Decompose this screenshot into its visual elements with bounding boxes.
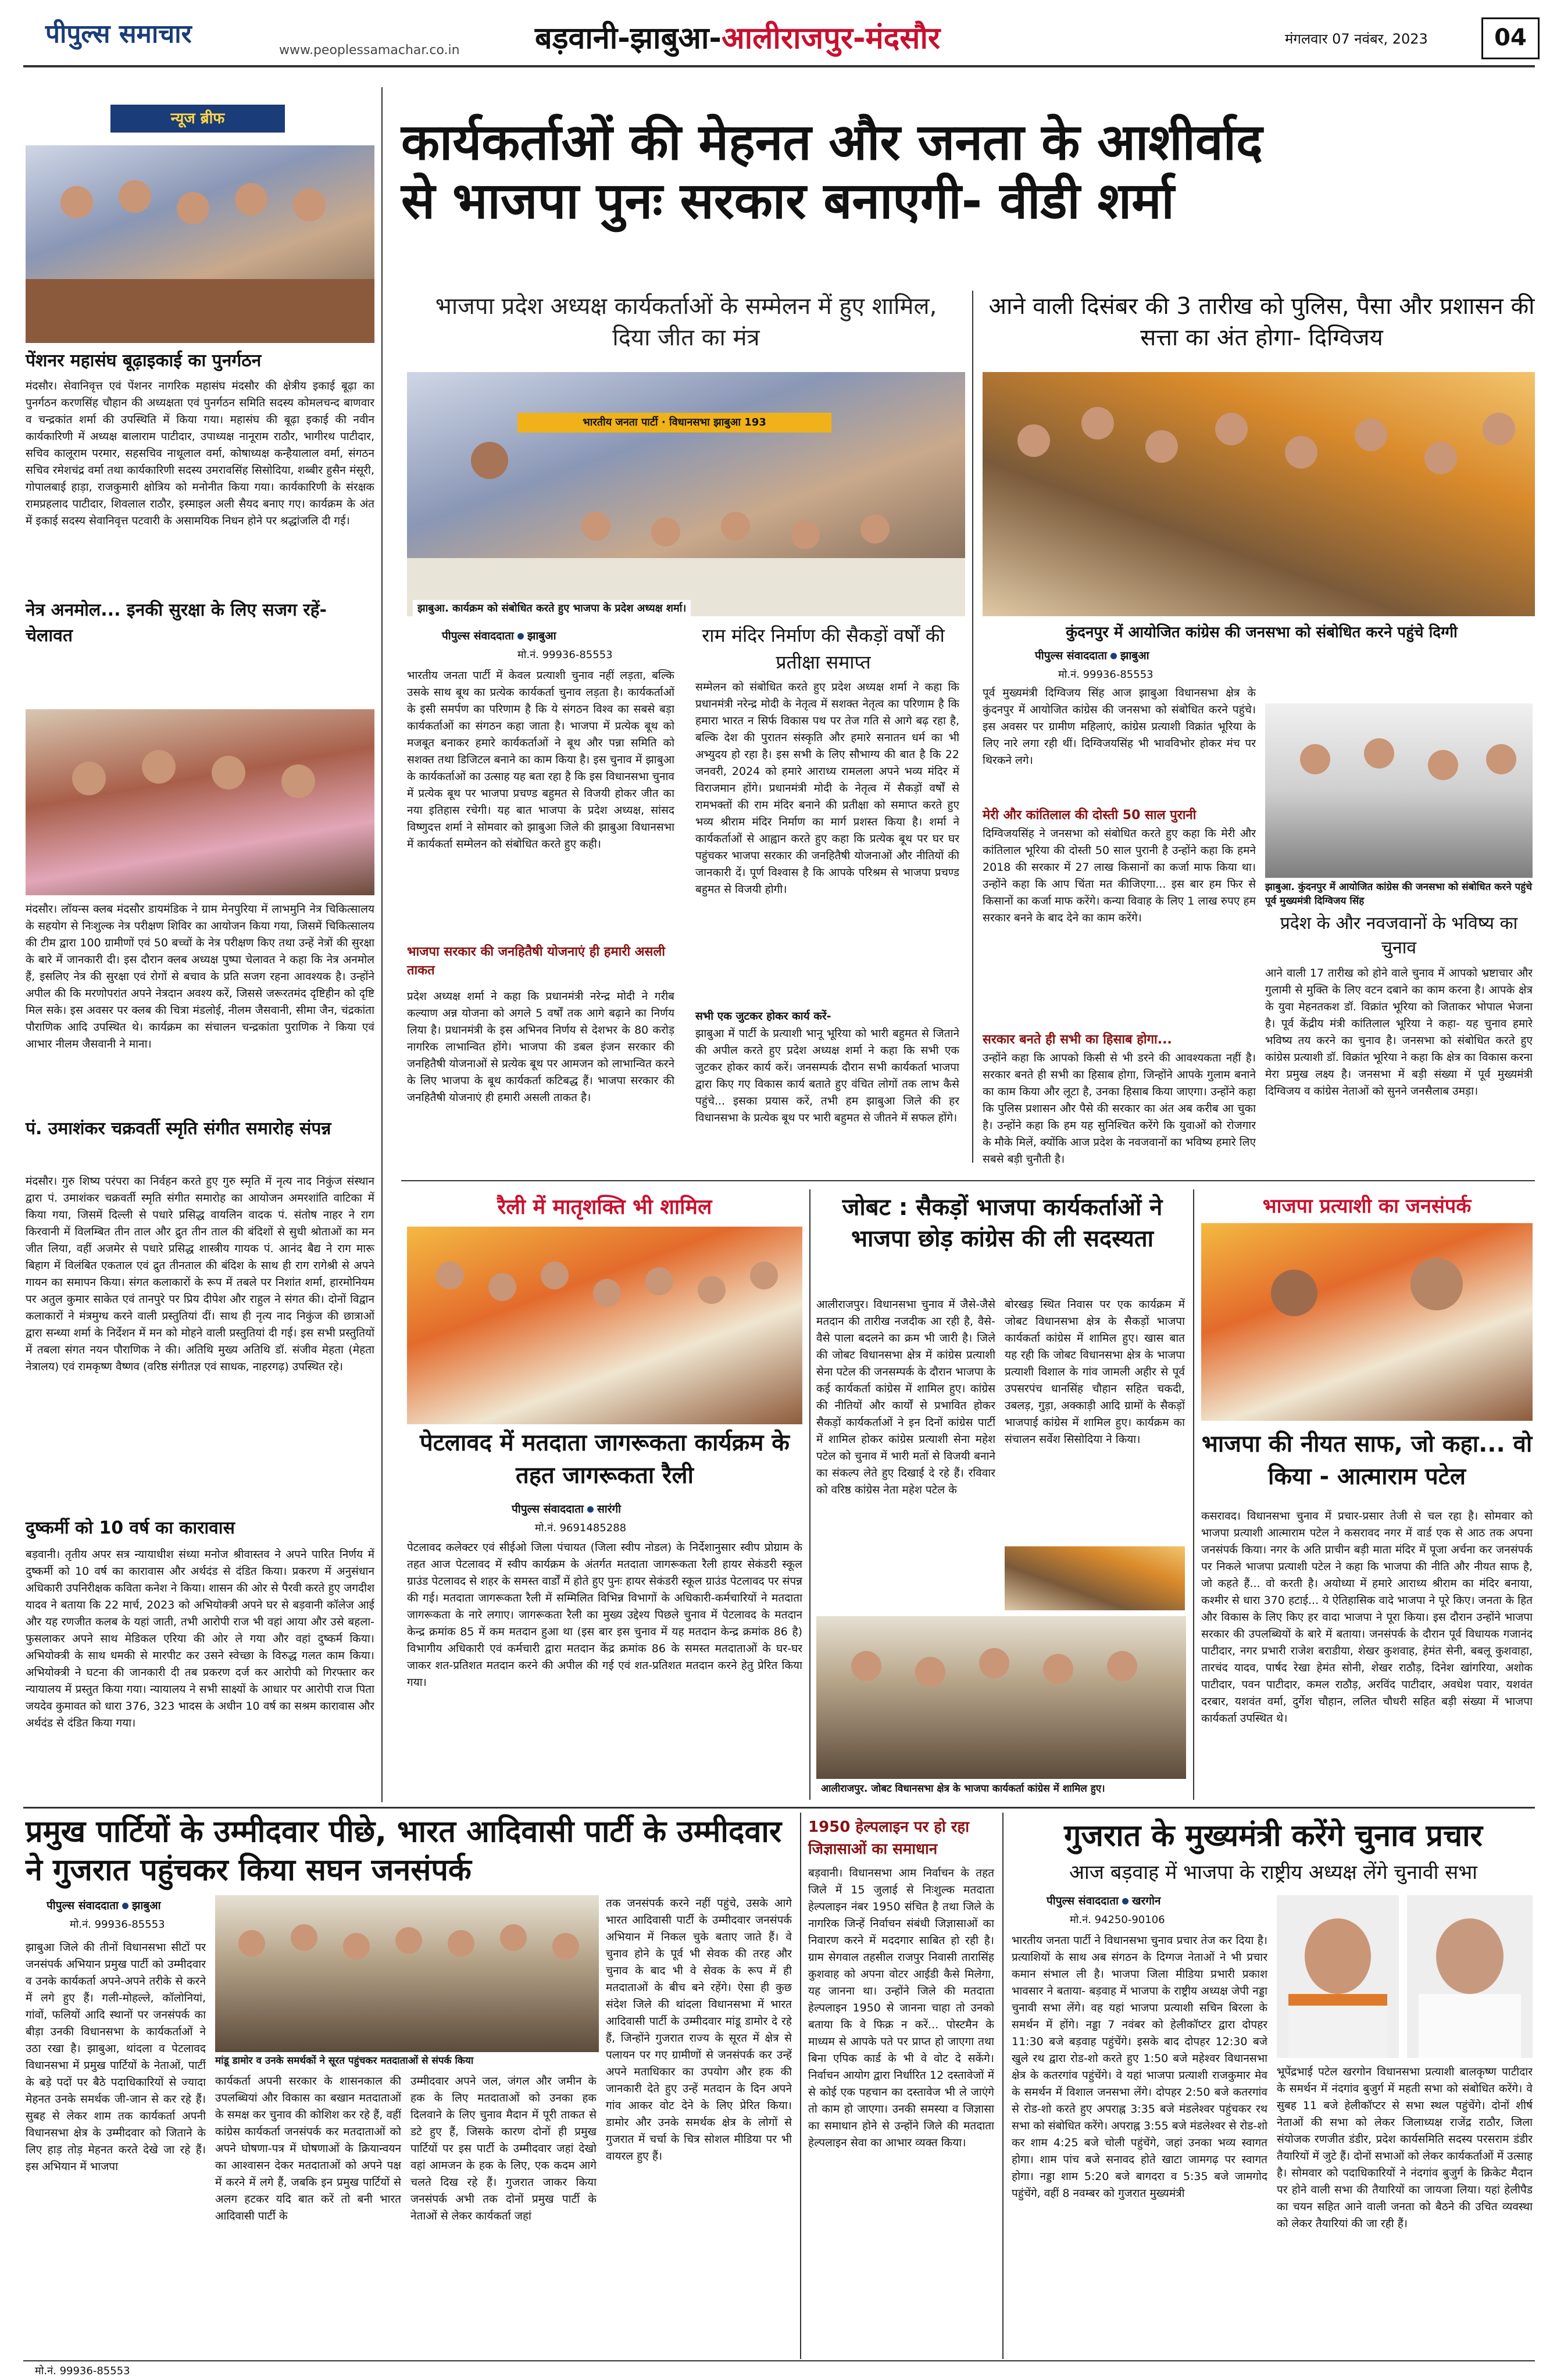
jobat-photo	[816, 1616, 1186, 1779]
main-subhead-left: भाजपा प्रदेश अध्यक्ष कार्यकर्ताओं के सम्मेलन में हुए शामिल, दिया जीत का मंत्र	[435, 293, 937, 351]
masthead-rule	[23, 65, 1535, 67]
brief-photo-1	[26, 145, 374, 343]
tribal-col-2: कार्यकर्ता अपनी सरकार के शासनकाल की उपलब्धियां और विकास का बखान मतदाताओं के समक्ष कर चुनाव की कोशिश कर रहे हैं, वहीं कांग्रेस कार्यकर्ता जनसंपर्क कर मतदाताओं को अपने घोषणा-पत्र में घोषणाओं के क्रियान्वयन का आश्वासन देकर मतदाताओं को अपने पक्ष में करने में लगे हैं, जबकि इन प्रमुख पार्टियों से अलग हटकर यदि बात करें तो बनी भारत आदिवासी पार्टी के	[215, 2075, 401, 2222]
digvijay-subhead-1: मेरी और कांतिलाल की दोस्ती 50 साल पुरानी	[983, 808, 1197, 823]
brief-item-2-title: नेत्र अनमोल... इनकी सुरक्षा के लिए सजग रहें- चेलावत	[26, 600, 327, 646]
gujarat-byline-name: पीपुल्स संवाददाता	[1047, 1895, 1119, 1907]
main-col-2: सम्मेलन को संबोधित करते हुए प्रदेश अध्यक्ष शर्मा ने कहा कि प्रधानमंत्री नरेन्द्र मोदी के नेतृत्व में सशक्त नेतृत्व का परिणाम है कि हमारा भारत न सिर्फ विकास पथ पर तेज गति से आगे बढ़ रहा है, बल्कि देश की पुरातन संस्कृति और हमारे सनातन धर्म का भी अभ्युदय हो रहा है। इस सभी के लिए सौभाग्य की बात है कि 22 जनवरी, 2024 को हमारे आराध्य रामलला अपने भव्य मंदिर में विराजमान होंगे। प्रधानमंत्री मोदी के नेतृत्व में सैकड़ों वर्षों से रामभक्तों की राम मंदिर बनाने की प्रतीक्षा को समाप्त करते हुए भव्य श्रीराम मंदिर निर्माण का मार्ग प्रशस्त किया है। शर्मा ने कार्यकर्ताओं से आह्वान करते हुए कहा कि प्रत्येक बूथ पर घर घर पहुंचकर भाजपा सरकार की जनहितैषी योजनाओं और नीतियों की जानकारी दें। पूर्ण विश्वास है कि आपके परिश्रम से भाजपा प्रचण्ड बहुमत से विजयी होगी।	[695, 681, 959, 896]
masthead-date: मंगलवार 07 नवंबर, 2023	[1285, 31, 1428, 47]
tribal-photo	[215, 1895, 599, 2052]
gujarat-photo-nadda	[1277, 1895, 1399, 2058]
byline-dot	[587, 1506, 594, 1513]
tribal-byline-name: पीपुल्स संवाददाता	[47, 1899, 119, 1912]
digvijay-photo	[983, 372, 1535, 616]
main-col-2b: झाबुआ में पार्टी के प्रत्याशी भानू भूरिया को भारी बहुमत से जिताने की अपील करते हुए प्रदेश अध्यक्ष शर्मा ने कहा कि सभी एक जुटकर होकर कार्य करें। जनसम्पर्क दौरान सभी कार्यकर्ता भाजपा द्वारा किए गए विकास कार्य बताते हुए वंचित लोगों तक लाभ कैसे पहुंचे... इसका प्रयास करें, तभी हम झाबुआ जिले की हर विधानसभा के प्रत्येक बूथ पर भारी बहुमत से जीतने में सफल होंगे।	[695, 1027, 959, 1124]
main-photo-caption: झाबुआ. कार्यक्रम को संबोधित करते हुए भाजपा के प्रदेश अध्यक्ष शर्मा।	[413, 600, 691, 616]
tribal-photo-caption: मांडू डामोर व उनके समर्थकों ने सूरत पहुंचकर मतदाताओं से संपर्क किया	[215, 2055, 474, 2067]
jobat-col-1: आलीराजपुर। विधानसभा चुनाव में जैसे-जैसे मतदान की तारीख नजदीक आ रही है, वैसे-वैसे पाला बदलने का क्रम भी जारी है। जिले की जोबट विधानसभा क्षेत्र में कांग्रेस प्रत्याशी सेना पटेल की जनसम्पर्क के दौरान भाजपा के कई कार्यकर्ता कांग्रेस में शामिल हुए। कांग्रेस की नीतियों और कार्यों से प्रभावित होकर सैकड़ों कार्यकर्ताओं ने इन दिनों कांग्रेस पार्टी में शामिल होकर कांग्रेस प्रत्याशी सेना महेश पटेल को चुनाव में भारी मतों से विजयी बनाने का संकल्प लेते हुए दिखाई दे रहे हैं। रविवार को वरिष्ठ कांग्रेस नेता महेश पटेल के	[816, 1298, 995, 1496]
digvijay-subhead-3: प्रदेश के और नवजवानों के भविष्य का चुनाव	[1280, 913, 1518, 958]
digvijay-col-1: पूर्व मुख्यमंत्री दिग्विजय सिंह आज झाबुआ विधानसभा क्षेत्र के कुंदनपुर में आयोजित कांग्रेस की जनसभा को संबोधित करने पहुंचे। इस अवसर पर ग्रामीण महिलाएं, कांग्रेस प्रत्याशी विक्रांत भूरिया के लिए नारे लगा रही थीं। दिग्विजयसिंह भी भावविभोर होकर मंच पर थिरकने लगे।	[983, 687, 1256, 767]
tribal-byline-place: झाबुआ	[131, 1899, 161, 1912]
main-byline	[442, 628, 556, 643]
gujarat-mobile: मो.नं. 94250-90106	[1070, 1914, 1165, 1926]
gujarat-byline-place: खरगोन	[1131, 1895, 1161, 1907]
rally-byline-name: पीपुल्स संवाददाता	[512, 1503, 584, 1516]
digvijay-mobile: मो.नं. 99936-85553	[1058, 669, 1154, 681]
edition-title-black: बड़वानी-झाबुआ-	[535, 21, 722, 56]
rally-banner: रैली में मातृशक्ति भी शामिल	[497, 1195, 712, 1219]
main-photo-banner: भारतीय जनता पार्टी · विधानसभा झाबुआ 193	[517, 413, 831, 433]
digvijay-photo-caption: कुंदनपुर में आयोजित कांग्रेस की जनसभा को संबोधित करने पहुंचे दिग्गी	[1066, 624, 1458, 641]
jobat-headline: जोबट : सैकड़ों भाजपा कार्यकर्ताओं ने भाजपा छोड़ कांग्रेस की ली सदस्यता	[842, 1194, 1163, 1252]
mid-horizontal-rule	[401, 1180, 1535, 1181]
masthead-logo[interactable]: पीपुल्स समाचार	[45, 19, 192, 49]
edition-title	[535, 16, 940, 58]
digvijay-col-2: आने वाली 17 तारीख को होने वाले चुनाव में आपको भ्रष्टाचार और गुलामी से मुक्ति के लिए वटन दबाने का काम करना है। आपके क्षेत्र के युवा मेहनतकश डॉ. विक्रांत भूरिया को जिताकर भोपाल भेजना है। पूर्व केंद्रीय मंत्री कांतिलाल भूरिया ने कहा- यह चुनाव हमारे भविष्य तय करने का चुनाव है। जनसभा को संबोधित करते हुए कांग्रेस प्रत्याशी डॉ. विक्रांत भूरिया ने कहा कि क्षेत्र का विकास करना मेरा प्रमुख लक्ष्य है। जनसभा में बड़ी संख्या में पूर्व मुख्यमंत्री दिग्विजय व कांग्रेस नेताओं को सुनने जनसैलाब उमड़ा।	[1265, 967, 1533, 1098]
bottom-horizontal-rule	[23, 1807, 1535, 1809]
helpline-headline: 1950 हेल्पलाइन पर हो रहा जिज्ञासाओं का समाधान	[808, 1818, 969, 1858]
main-mobile: मो.नं. 99936-85553	[517, 649, 613, 661]
gujarat-photo-cm	[1407, 1895, 1533, 2058]
tribal-col-1: झाबुआ जिले की तीनों विधानसभा सीटों पर जनसंपर्क अभियान प्रमुख पार्टी को उम्मीदवार व उनके कार्यकर्ता अपने-अपने तरीके से करने में लगे हुए हैं। गली-मोहल्ले, कॉलोनियां, गांवों, फलियों आदि स्थानों पर जनसंपर्क का बीड़ा उनकी विधानसभा के कार्यकर्ताओं ने उठा रखा है। झाबुआ, थांदला व पेटलावद विधानसभा में प्रमुख पार्टियों के नेताओं, पार्टी के बड़े पदों पर बैठे पदाधिकारियों से ज्यादा मेहनत उनके समर्थक जी-जान से कर रहे हैं। सुबह से लेकर शाम तक कार्यकर्ता अपनी विधानसभा क्षेत्र के उम्मीदवार को जिताने के लिए हाड़ तोड़ मेहनत करते देखे जा रहे हैं। इस अभियान में भाजपा	[26, 1941, 206, 2173]
tribal-mobile: मो.नं. 99936-85553	[70, 1918, 165, 1931]
helpline-body: बड़वानी। विधानसभा आम निर्वाचन के तहत जिले में 15 जुलाई से निःशुल्क मतदाता हेल्पलाइन नंबर 1950 संचित है तथा जिले के नागरिक जिन्हें निर्वाचन संबंधी जिज्ञासाओं का निवारण करने में मददगार साबित हो रही है। ग्राम सेगवाल तहसील राजपुर निवासी तारासिंह कुशवाह को अपना वोटर आईडी कैसे मिलेगा, यह जानना था। उन्होंने जिले की मतदाता हेल्पलाइन 1950 से जानना चाहा तो उनको बताया कि वे फिक्र न करें... पोस्टमैन के माध्यम से आपके पते पर प्राप्त हो जाएगा तथा बिना एपिक कार्ड के भी वे वोट दे सकेंगे। निर्वाचन आयोग द्वारा निर्धारित 12 दस्तावेजों में से कोई एक पहचान का दस्तावेज भी ले जाएंगे तो काम हो जाएगा। उनकी समस्या व जिज्ञासा का समाधान होने से उन्होंने जिले की मतदाता हेल्पलाइन सेवा का आभार व्यक्त किया।	[808, 1867, 994, 2149]
main-headline-line-1: कार्यकर्ताओं की मेहनत और जनता के आशीर्वाद	[401, 113, 1263, 171]
digvijay-col-1-cont	[1265, 651, 1533, 709]
digvijay-headline: आने वाली दिसंबर की 3 तारीख को पुलिस, पैसा और प्रशासन की सत्ता का अंत होगा- दिग्विजय	[988, 293, 1535, 351]
digvijay-byline	[1035, 648, 1149, 663]
digvijay-col-1c: उन्होंने कहा कि आपको किसी से भी डरने की आवश्यकता नहीं है। सरकार बनते ही सभी का हिसाब होगा, जिन्होंने आपके गुलाम बनाने का काम किया और लूटा है, उनका हिसाब किया जाएगा। उन्होंने कहा कि पुलिस प्रशासन और पैसे की सरकार का अंत अब करीब आ चुका है। उन्होंने कहा कि हम यह सुनिश्चित करेंगे कि युवाओं को रोजगार के मौके मिलें, क्योंकि आज प्रदेश के नवजवानों का भविष्य हमारे लिए सबसे बड़ी चुनौती है।	[983, 1052, 1256, 1166]
brief-section-label: न्यूज ब्रीफ	[110, 105, 285, 133]
masthead	[0, 0, 1557, 65]
footer-mobile: मो.नं. 99936-85553	[35, 2365, 130, 2377]
rally-mobile: मो.नं. 9691485288	[535, 1522, 627, 1534]
gujarat-subhead: आज बड़वाह में भाजपा के राष्ट्रीय अध्यक्ष लेंगे चुनावी सभा	[1069, 1861, 1477, 1884]
digvijay-byline-place: झाबुआ	[1120, 649, 1149, 662]
tribal-col-4: तक जनसंपर्क करने नहीं पहुंचे, उसके आगे भारत आदिवासी पार्टी के उम्मीदवार जनसंपर्क अभियान में निकल चुके बताए जाते हैं। वे चुनाव होने के पूर्व भी सेवक की तरह और चुनाव के बाद भी वे सेवक के रूप में ही मतदाताओं के बीच बने रहेंगे। ऐसा ही कुछ संदेश जिले की थांदला विधानसभा में भारत आदिवासी पार्टी के उम्मीदवार मांडू डामोर दे रहे हैं, जिन्होंने गुजरात राज्य के सूरत में क्षेत्र से पलायन पर गए ग्रामीणों से जनसंपर्क कर उन्हें अपने मताधिकार का उपयोग और हक की जानकारी देते हुए उन्हें मतदान के दिन अपने गांव आकर वोट देने के लिए प्रेरित किया। डामोर और उनके समर्थक क्षेत्र के लोगों से गुजरात में चर्चा के चित्र सोशल मीडिया पर भी वायरल हुए हैं।	[606, 1897, 792, 2163]
byline-dot	[1110, 653, 1117, 659]
main-col-1: भारतीय जनता पार्टी में केवल प्रत्याशी चुनाव नहीं लड़ता, बल्कि उसके साथ बूथ का प्रत्येक कार्यकर्ता चुनाव लड़ता है। कार्यकर्ताओं के इसी समर्पण का परिणाम है कि ये संगठन विश्व का सबसे बड़ा कार्यकर्ताओं का संगठन कहा जाता है। भाजपा में प्रत्येक बूथ को मजबूत बनाकर हमारे कार्यकर्ताओं ने बूथ और पन्ना समिति को सशक्त तथा डिजिटल बनाने का काम किया है। इस चुनाव में झाबुआ के कार्यकर्ताओं का उत्साह यह बता रहा है कि इस विधानसभा चुनाव में प्रत्येक बूथ पर भाजपा प्रचण्ड बहुमत से विजयी होकर जीत का नया इतिहास रचेगी। यह बात भाजपा के प्रदेश अध्यक्ष, सांसद विष्णुदत्त शर्मा ने सोमवार को झाबुआ जिले की झाबुआ विधानसभा में कार्यकर्ता सम्मेलन को संबोधित करते हुए कही।	[407, 669, 674, 850]
main-vert-divider	[972, 291, 973, 1163]
main-byline-place: झाबुआ	[527, 630, 556, 642]
gujarat-headline: गुजरात के मुख्यमंत्री करेंगे चुनाव प्रचार	[1064, 1818, 1483, 1853]
patel-body: कसरावद। विधानसभा चुनाव में प्रचार-प्रसार तेजी से चल रहा है। सोमवार को भाजपा प्रत्याशी आत्माराम पटेल ने कसरावद नगर में वार्ड एक से आठ तक अपना जनसंपर्क किया। नगर के अति प्राचीन बड़ी माता मंदिर में पूजा अर्चना कर जनसंपर्क पर निकले भाजपा प्रत्याशी पटेल ने कहा कि भाजपा की नीति और नीयत साफ है, जो कहते हैं... वो करती है। अयोध्या में हमारे आराध्य श्रीराम का मंदिर बनाया, कश्मीर से धारा 370 हटाई... ये ऐतिहासिक वादे भाजपा ने पूरे किए। जनता के हित और विकास के लिए किए हर वादा भाजपा ने पूरा किया। इस दौरान उन्होंने भाजपा सरकार की उपलब्धियों के बारे में बताया। जनसंपर्क के दौरान पूर्व विधायक गजानंद पाटीदार, नगर प्रभारी राजेश बराडीया, शेखर कुशवाह, हेमंत सेनी, बबलू कुशवाहा, तारचंद यादव, पार्षद रेखा हेमंत सोनी, शेखर राठौड़, दिनेश खांगरिया, अशोक पाटीदार, पवन पाटीदार, कमल राठौड़, अरविंद पाटीदार, अवधेश पवार, यशवंत दरबार, यशवंत वर्मा, दुर्गेश चौहान, ललित चौधरी सहित बड़ी संख्या में भाजपा कार्यकर्ता उपस्थित थे।	[1201, 1510, 1533, 1725]
main-col-1b: प्रदेश अध्यक्ष शर्मा ने कहा कि प्रधानमंत्री नरेन्द्र मोदी ने गरीब कल्याण अन्न योजना को अगले 5 वर्षों तक आगे बढ़ाने का निर्णय लिया है। प्रधानमंत्री के इस अभिनव निर्णय से देशभर के 80 करोड़ नागरिक लाभान्वित होंगे। भाजपा की डबल इंजन सरकार की जनहितैषी योजनाओं से प्रत्येक बूथ पर आमजन को लाभान्वित करने के लिए भाजपा के बूथ कार्यकर्ता कटिबद्ध हैं। भाजपा सरकार की जनहितैषी योजनाएं ही हमारी असली ताकत है।	[407, 990, 674, 1104]
digvijay-subhead-2: सरकार बनते ही सभी का हिसाब होगा...	[983, 1032, 1172, 1047]
main-col-1-subhead: भाजपा सरकार की जनहितैषी योजनाएं ही हमारी असली ताकत	[407, 945, 665, 978]
tribal-byline	[47, 1897, 161, 1913]
brief-item-4-title: दुष्कर्मी को 10 वर्ष का कारावास	[26, 1518, 235, 1538]
main-headline	[401, 113, 1541, 231]
jobat-photo-2	[1005, 1546, 1185, 1610]
tribal-divider	[800, 1813, 801, 2359]
digvijay-byline-name: पीपुल्स संवाददाता	[1035, 649, 1107, 662]
digvijay-photo-2-caption: झाबुआ. कुंदनपुर में आयोजित कांग्रेस की जनसभा को संबोधित करने पहुंचे पूर्व मुख्यमंत्री दिग्विजय सिंह	[1265, 881, 1533, 907]
jobat-col-2: बोरखड़ स्थित निवास पर एक कार्यक्रम में जोबट विधानसभा क्षेत्र के सैकड़ों भाजपा कार्यकर्ता कांग्रेस में शामिल हुए। खास बात यह रही कि जोबट विधानसभा क्षेत्र के भाजपा प्रत्याशी विशाल के गांव जामली अहीर से पूर्व उपसरपंच धानसिंह चौहान सहित चकदी, उबलड़, गुड़ा, अक्काड़ी आदि ग्रामों के सैकड़ों भाजपाई कांग्रेस में शामिल हुए। कार्यक्रम का संचालन सर्वेश सिसोदिया ने किया।	[1005, 1298, 1185, 1446]
gujarat-col-1: भारतीय जनता पार्टी ने विधानसभा चुनाव प्रचार तेज कर दिया है। प्रत्याशियों के साथ अब संगठन के दिग्गज नेताओं ने भी प्रचार कमान संभाल ली है। भाजपा जिला मीडिया प्रभारी प्रकाश भावसार ने बताया- बड़वाह में भाजपा के राष्ट्रीय अध्यक्ष जेपी नड्डा चुनावी सभा लेंगे। वह यहां भाजपा प्रत्याशी सचिन बिरला के समर्थन में होंगे। नड्डा 7 नवंबर को हेलीकॉप्टर द्वारा दोपहर 11:30 बजे बड़वाह पहुंचेंगे। इसके बाद दोपहर 12:30 बजे खुले रथ द्वारा रोड-शो करते हुए 1:50 बजे महेश्वर विधानसभा क्षेत्र के कतरगांव पहुंचेंगे। वे यहां भाजपा प्रत्याशी राजकुमार मेव के समर्थन में विशाल जनसभा लेंगे। दोपहर 2:50 बजे कतरगांव से रोड-शो करते हुए अपराह्न 3:35 बजे मंडलेश्वर पहुंचकर रथ सभा को संबोधित करेंगे। अपराह्न 3:55 बजे मंडलेश्वर से रोड-शो कर शाम 4:25 बजे चोली पहुंचेंगे, जहां उनका भव्य स्वागत होगा। शाम पांच बजे सनावद होते खाटा जामगढ़ पर स्वागत होगा। नड्डा शाम 5:20 बजे बागदरा व 5:35 बजे जामगोद पहुंचेंगे, वहीं 8 नवम्बर को गुजरात मुख्यमंत्री	[1012, 1934, 1267, 2200]
main-byline-name: पीपुल्स संवाददाता	[442, 630, 514, 642]
gujarat-byline	[1047, 1893, 1160, 1908]
rally-headline: पेटलावद में मतदाता जागरूकता कार्यक्रम के तहत जागरूकता रैली	[419, 1430, 790, 1489]
byline-dot	[122, 1903, 128, 1909]
jobat-divider	[1193, 1189, 1194, 1800]
brief-item-3-body: मंदसौर। गुरु शिष्य परंपरा का निर्वहन करते हुए गुरु स्मृति में नृत्य नाद निकुंज संस्थान द्वारा पं. उमाशंकर चक्रवर्ती स्मृति संगीत समारोह का आयोजन अमरशांति वाटिका में किया गया, जिसमें दिल्ली से पधारे प्रसिद्ध वायलिन वादक पं. संतोष नाहर ने राग किरवानी में विलम्बित तीन ताल और द्रुत तीन ताल की बंदिशों से सुधी श्रोताओं का मन जीत लिया, वहीं अजमेर से पधारे प्रसिद्ध शास्त्रीय गायक पं. आनंद बैद्य ने राग मारू बिहाग में विलंबित एकताल एवं द्रुत तीनताल की बंदिश के साथ ही राग रागेश्री से अपने गायन का समापन किया। संगत कलाकारों के रूप में तबले पर निशांत शर्मा, हारमोनियम पर अतुल कुमार साकेत एवं तानपुरे पर प्रिय दीपेश और राहुल ने संगत की। दोनों विद्वान कलाकारों ने मंत्रमुग्ध करने वाली प्रस्तुतियां दीं। साथ ही नृत्य नाद निकुंज की छात्राओं द्वारा सन्ध्या शर्मा के निर्देशन में मन को मोहने वाली प्रस्तुतियां दी गई। इस सभी प्रस्तुतियों में तबला संगत नयन पौराणिक ने की। अतिथि मुख्य अतिथि डॉ. संजीव मेहता (मेहता नेत्रालय) एवं रामकृष्ण वैष्णव (वरिष्ठ संगीतज्ञ एवं साधक, नाहरगढ़) उपस्थित रहे।	[26, 1175, 374, 1373]
main-headline-line-2: से भाजपा पुनः सरकार बनाएगी- वीडी शर्मा	[401, 172, 1174, 231]
patel-headline: भाजपा की नीयत साफ, जो कहा... वो किया - आत्माराम पटेल	[1201, 1431, 1533, 1490]
masthead-url[interactable]: www.peoplessamachar.co.in	[279, 43, 460, 58]
rally-body: पेटलावद कलेक्टर एवं सीईओ जिला पंचायत (जिला स्वीप नोडल) के निर्देशानुसार स्वीप प्रोग्राम के तहत आज पेटलावद में स्वीप कार्यक्रम के अंतर्गत मतदाता जागरूकता रैली हायर सेकंडरी स्कूल ग्राउंड पेटलावद से शहर के समस्त वार्डों में होते हुए पुनः हायर सेकंडरी स्कूल ग्राउंड पेटलावद पर संपन्न की गई। मतदाता जागरूकता रैली में सम्मिलित विभिन्न विभागों के अधिकारी-कर्मचारियों ने मतदाता जागरूकता के नारे लगाए। जागरूकता रैली का मुख्य उद्देश्य पिछले चुनाव में पेटलावद के मतदान केन्द्र क्रमांक 85 में कम मतदान हुआ था (इस बार इस चुनाव में यह मतदान केन्द्र क्रमांक 86 है) विभागीय अधिकारी एवं कर्मचारी द्वारा मतदान केंद्र क्रमांक 86 के समस्त मतदाताओं के घर-घर जाकर शत-प्रतिशत मतदान करने की अपील की गई एवं शत-प्रतिशत मतदान करने हेतु प्रेरित किया गया।	[407, 1541, 802, 1689]
patel-banner: भाजपा प्रत्याशी का जनसंपर्क	[1262, 1195, 1472, 1218]
tribal-headline: प्रमुख पार्टियों के उम्मीदवार पीछे, भारत आदिवासी पार्टी के उम्मीदवार ने गुजरात पहुंचकर किया सघन जनसंपर्क	[26, 1814, 782, 1888]
brief-item-2-body: मंदसौर। लॉयन्स क्लब मंदसौर डायमंडिक ने ग्राम मेनपुरिया में लाभमुनि नेत्र चिकित्सालय के सहयोग से निःशुल्क नेत्र परीक्षण शिविर का आयोजन किया गया, जिसमें चिकित्सालय की टीम द्वारा 100 ग्रामीणों एवं 50 बच्चों के नेत्र परीक्षण किए तथा उन्हें नेत्रों की सुरक्षा के बारे में जानकारी दी। इस दौरान क्लब अध्यक्ष पुष्पा चेलावत ने कहा कि नेत्र अनमोल हैं, इसलिए नेत्र की सुरक्षा एवं रोगों से बचाव के प्रति सजग रहना आवश्यक है। उन्होंने अपील की कि मरणोपरांत अपने नेत्रदान अवश्य करें, जिससे जरूरतमंद दृष्टिहीन को दृष्टि मिल सके। इस अवसर पर क्लब की चित्रा मंडलोई, नीलम जैसवानी, सीमा जैन, चंद्रकांता पौराणिक आदि उपस्थित थे। कार्यक्रम का संचालन चन्द्रकांता पुराणिक ने किया एवं आभार नीलम जैसवानी ने माना।	[26, 903, 374, 1050]
main-photo	[407, 372, 965, 616]
brief-item-1-body: मंदसौर। सेवानिवृत्त एवं पेंशनर नागरिक महासंघ मंदसौर की क्षेत्रीय इकाई बूढ़ा का पुनर्गठन करणसिंह चौहान की अध्यक्षता एवं पुनर्गठन समिति सदस्य कोमलचन्द बाणवार व चन्द्रकांत शर्मा की उपस्थिति में किया गया। महासंघ की बूढ़ा इकाई की नवीन कार्यकारिणी में अध्यक्ष बालाराम पाटीदार, उपाध्यक्ष नानूराम राठौर, भागीरथ पाटीदार, सचिव कालूराम परमार, सहसचिव नाथूलाल वर्मा, कोषाध्यक्ष कन्हैयालाल वर्मा, संगठन सचिव रमेशचंद्र वर्मा तथा कार्यकारिणी सदस्य उमरावसिंह सिसोदिया, शब्बीर हुसैन मंसूरी, गोपालबाई हाड़ा, राजकुमारी क्षोत्रिय को मनोनीत किया गया। कार्यकारिणी के संरक्षक रामप्रहलाद पाटीदार, शिवलाल राठौर, इस्माइल अली सैयद बनाए गए। कार्यक्रम के अंत में इकाई सदस्य सेवानिवृत्त पटवारी के असामयिक निधन होने पर श्रद्धांजलि दी गई।	[26, 380, 374, 527]
brief-item-4-body: बड़वानी। तृतीय अपर सत्र न्यायाधीश संध्या मनोज श्रीवास्तव ने अपने पारित निर्णय में दुष्कर्मी को 10 वर्ष का कारावास और अर्थदंड से दंडित किया। प्रकरण में अनुसंधान अधिकारी उपनिरीक्षक कविता कनेश ने किया। शासन की ओर से पैरवी करते हुए जगदीश यादव ने बताया कि 22 मार्च, 2023 को अभियोक्त्री अपने घर से बड़वानी कॉलेज आई और यह रणजीत कलब के यहां जाती, तभी आरोपी राज भी वहां आया और उसे बहला-फुसलाकर अपने साथ मेडिकल एरिया की ओर ले गया और वहां दुष्कर्म किया। अभियोक्त्री के साथ धमकी से मारपीट कर उसने स्वेच्छा के विरुद्ध गलत काम किया। अभियोक्त्री ने घटना की जानकारी दी तब प्रकरण दर्ज कर आरोपी को गिरफ्तार कर न्यायालय में प्रस्तुत किया गया। न्यायालय ने सभी साक्ष्यों के आधार पर आरोपी राज पिता जयदेव कुमावत को धारा 376, 323 भादस के अधीन 10 वर्ष का सश्रम कारावास और अर्थदंड से दंडित किया गया।	[26, 1548, 374, 1729]
edition-title-red: आलीराजपुर-मंदसौर	[722, 21, 941, 56]
main-inner-headline: राम मंदिर निर्माण की सैकड़ों वर्षों की प्रतीक्षा समाप्त	[702, 624, 945, 673]
tribal-col-3: उम्मीदवार अपने जल, जंगल और जमीन के हक के लिए मतदाताओं को उनका हक दिलवाने के लिए चुनाव मैदान में पूरी ताकत से डटे हुए हैं, जिसके कारण दोनों ही प्रमुख पार्टियों पर इस पार्टी के उम्मीदवार जहां देखो वहां आमजन के हक के लिए, एक कदम आगे चलते दिख रहे हैं। गुजरात जाकर किया जनसंपर्क अभी तक दोनों प्रमुख पार्टी के नेताओं से लेकर कार्यकर्ता जहां	[410, 2075, 597, 2222]
helpline-divider	[1002, 1813, 1004, 2359]
footer-rule	[23, 2360, 1535, 2361]
digvijay-photo-2	[1265, 703, 1533, 878]
patel-photo	[1201, 1223, 1533, 1421]
byline-dot	[1122, 1898, 1129, 1904]
brief-item-3-title: पं. उमाशंकर चक्रवर्ती स्मृति संगीत समारोह संपन्न	[26, 1118, 331, 1139]
brief-photo-2	[26, 709, 374, 895]
brief-item-1-title: पेंशनर महासंघ बूढ़ाइकाई का पुनर्गठन	[26, 351, 262, 371]
rally-divider	[809, 1189, 810, 1800]
rally-byline	[512, 1501, 621, 1516]
gujarat-col-2: भूपेंद्रभाई पटेल खरगोन विधानसभा प्रत्याशी बालकृष्ण पाटीदार के समर्थन में नंदगांव बुजुर्ग में महती सभा को संबोधित करेंगे। वे सुबह 11 बजे हेलीकॉप्टर से सभा स्थल पहुंचेंगे। दोनों शीर्ष नेताओं की सभा को लेकर जिलाध्यक्ष राजेंद्र राठौर, जिला संयोजक रणजीत डंडीर, प्रदेश कार्यसमिति सदस्य परसराम डंडीर तैयारियों में जुटे हैं। दोनों सभाओं को लेकर कार्यकर्ताओं में उत्साह है। सोमवार को पदाधिकारियों ने नंदगांव बुजुर्ग के क्रिकेट मैदान पर होने वाली सभा की तैयारियों का जायजा लिया। यहां हेलीपैड का चयन सहित आने वाली जनता को बैठने की उचित व्यवस्था को लेकर तैयारियां की जा रही हैं।	[1277, 2065, 1533, 2230]
digvijay-col-1b: दिग्विजयसिंह ने जनसभा को संबोधित करते हुए कहा कि मेरी और कांतिलाल भूरिया की दोस्ती 50 साल पुरानी है उन्होंने कहा कि हमने 2018 की सरकार में 27 लाख किसानों का कर्जा माफ किया था। उन्होंने कहा कि आप चिंता मत कीजिएगा... इस बार हम फिर से किसानों का कर्जा माफ करेंगे। कन्या विवाह के लिए 1 लाख रुपए हम सरकार बनने के बाद देने का काम करेंगे।	[983, 827, 1256, 924]
byline-dot	[517, 633, 524, 639]
rally-photo	[407, 1227, 802, 1424]
main-col-2-lead: सभी एक जुटकर होकर कार्य करें-	[695, 1010, 831, 1023]
page-number: 04	[1481, 17, 1540, 59]
jobat-photo-caption: आलीराजपुर. जोबट विधानसभा क्षेत्र के भाजपा कार्यकर्ता कांग्रेस में शामिल हुए।	[816, 1780, 1186, 1796]
rally-byline-place: सारंगी	[597, 1503, 622, 1516]
brief-divider	[381, 87, 383, 1802]
